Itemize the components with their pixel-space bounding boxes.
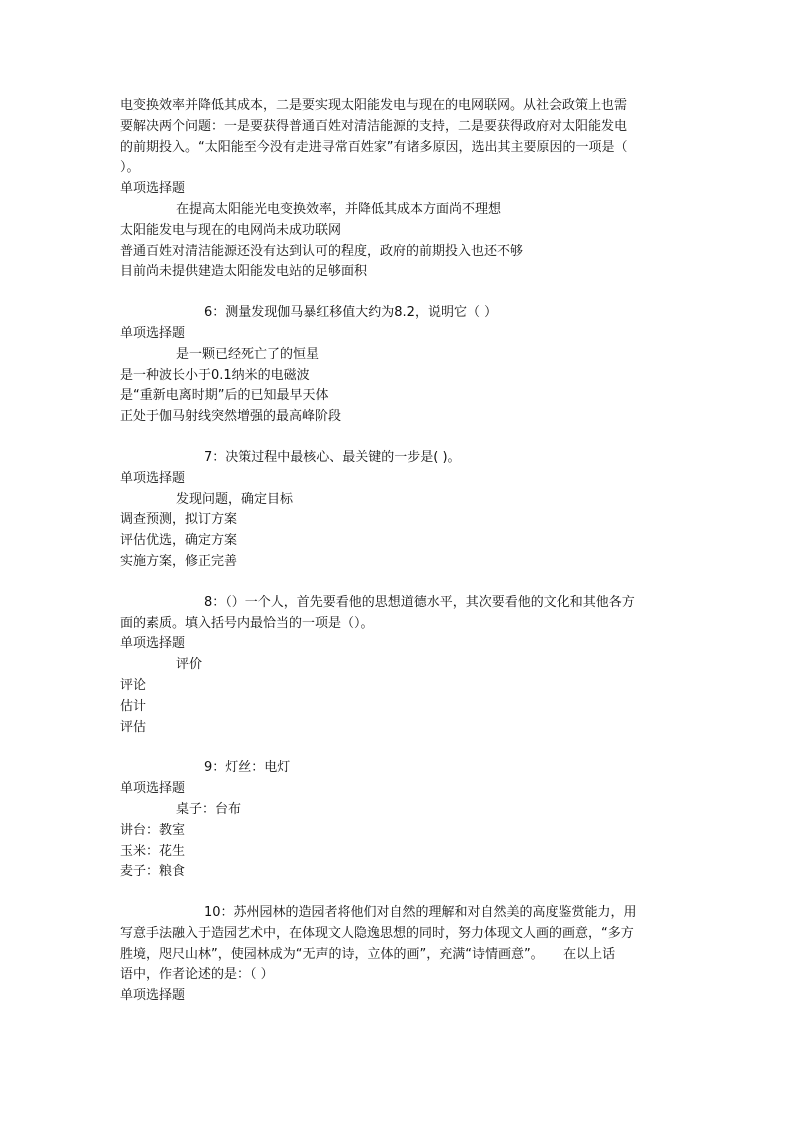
- question-text-line: 7：决策过程中最核心、最关键的一步是( )。: [204, 449, 461, 465]
- option-b: 太阳能发电与现在的电网尚未成功联网: [120, 222, 342, 238]
- question-type-label: 单项选择题: [120, 325, 186, 341]
- question-text-line: 胜境，咫尺山林”，使园林成为“无声的诗，立体的画”，充满“诗情画意”。 在以上话: [120, 946, 616, 962]
- option-d: 实施方案，修正完善: [120, 553, 238, 569]
- question-text-line: ）。: [120, 160, 140, 176]
- question-type-label: 单项选择题: [120, 988, 186, 1004]
- question-text-line: 9：灯丝：电灯: [204, 760, 291, 776]
- question-text-line: 要解决两个问题：一是要获得普通百姓对清洁能源的支持，二是要获得政府对太阳能发电: [120, 118, 628, 134]
- question-5-block: [120, 96, 676, 283]
- option-c: 是“重新电离时期”后的已知最早天体: [120, 388, 329, 404]
- option-c: 玉米：花生: [120, 843, 186, 859]
- option-b: 评论: [120, 677, 147, 693]
- question-type-label: 单项选择题: [120, 781, 186, 797]
- option-b: 讲台：教室: [120, 822, 186, 838]
- question-7-block: [120, 448, 676, 573]
- question-text-line: 10：苏州园林的造园者将他们对自然的理解和对自然美的高度鉴赏能力，用: [204, 905, 637, 921]
- option-a: 评价: [176, 657, 203, 673]
- option-a: 是一颗已经死亡了的恒星: [176, 346, 320, 362]
- option-c: 普通百姓对清洁能源还没有达到认可的程度，政府的前期投入也还不够: [120, 243, 524, 259]
- question-type-label: 单项选择题: [120, 470, 186, 486]
- option-b: 是一种波长小于0.1纳米的电磁波: [120, 367, 310, 383]
- question-6-block: [120, 303, 676, 428]
- question-text-line: 6：测量发现伽马暴红移值大约为8.2，说明它（ ）: [204, 305, 498, 321]
- option-d: 评估: [120, 719, 147, 735]
- option-d: 目前尚未提供建造太阳能发电站的足够面积: [120, 264, 368, 280]
- option-a: 发现问题，确定目标: [176, 491, 294, 507]
- document-page: [120, 96, 676, 1027]
- option-a: 在提高太阳能光电变换效率，并降低其成本方面尚不理想: [176, 201, 502, 217]
- question-8-block: [120, 593, 676, 739]
- question-text-line: 面的素质。填入括号内最恰当的一项是（）。: [120, 615, 374, 631]
- option-c: 评估优选，确定方案: [120, 533, 238, 549]
- option-d: 麦子：粮食: [120, 864, 186, 880]
- question-text-line: 电变换效率并降低其成本，二是要实现太阳能发电与现在的电网联网。从社会政策上也需: [120, 98, 628, 113]
- option-d: 正处于伽马射线突然增强的最高峰阶段: [120, 409, 342, 425]
- question-9-block: [120, 758, 676, 883]
- question-type-label: 单项选择题: [120, 181, 186, 197]
- option-c: 估计: [120, 698, 147, 714]
- question-10-block: [120, 903, 676, 1007]
- question-type-label: 单项选择题: [120, 636, 186, 652]
- option-a: 桌子：台布: [176, 801, 242, 817]
- question-text-line: 8：（）一个人，首先要看他的思想道德水平，其次要看他的文化和其他各方: [204, 594, 635, 610]
- option-b: 调查预测，拟订方案: [120, 512, 238, 528]
- question-text-line: 的前期投入。“太阳能至今没有走进寻常百姓家”有诸多原因，选出其主要原因的一项是（: [120, 139, 628, 155]
- question-text-line: 写意手法融入于造园艺术中，在体现文人隐逸思想的同时，努力体现文人画的画意，“多方: [120, 925, 634, 941]
- question-text-line: 语中，作者论述的是：（ ）: [120, 967, 274, 983]
